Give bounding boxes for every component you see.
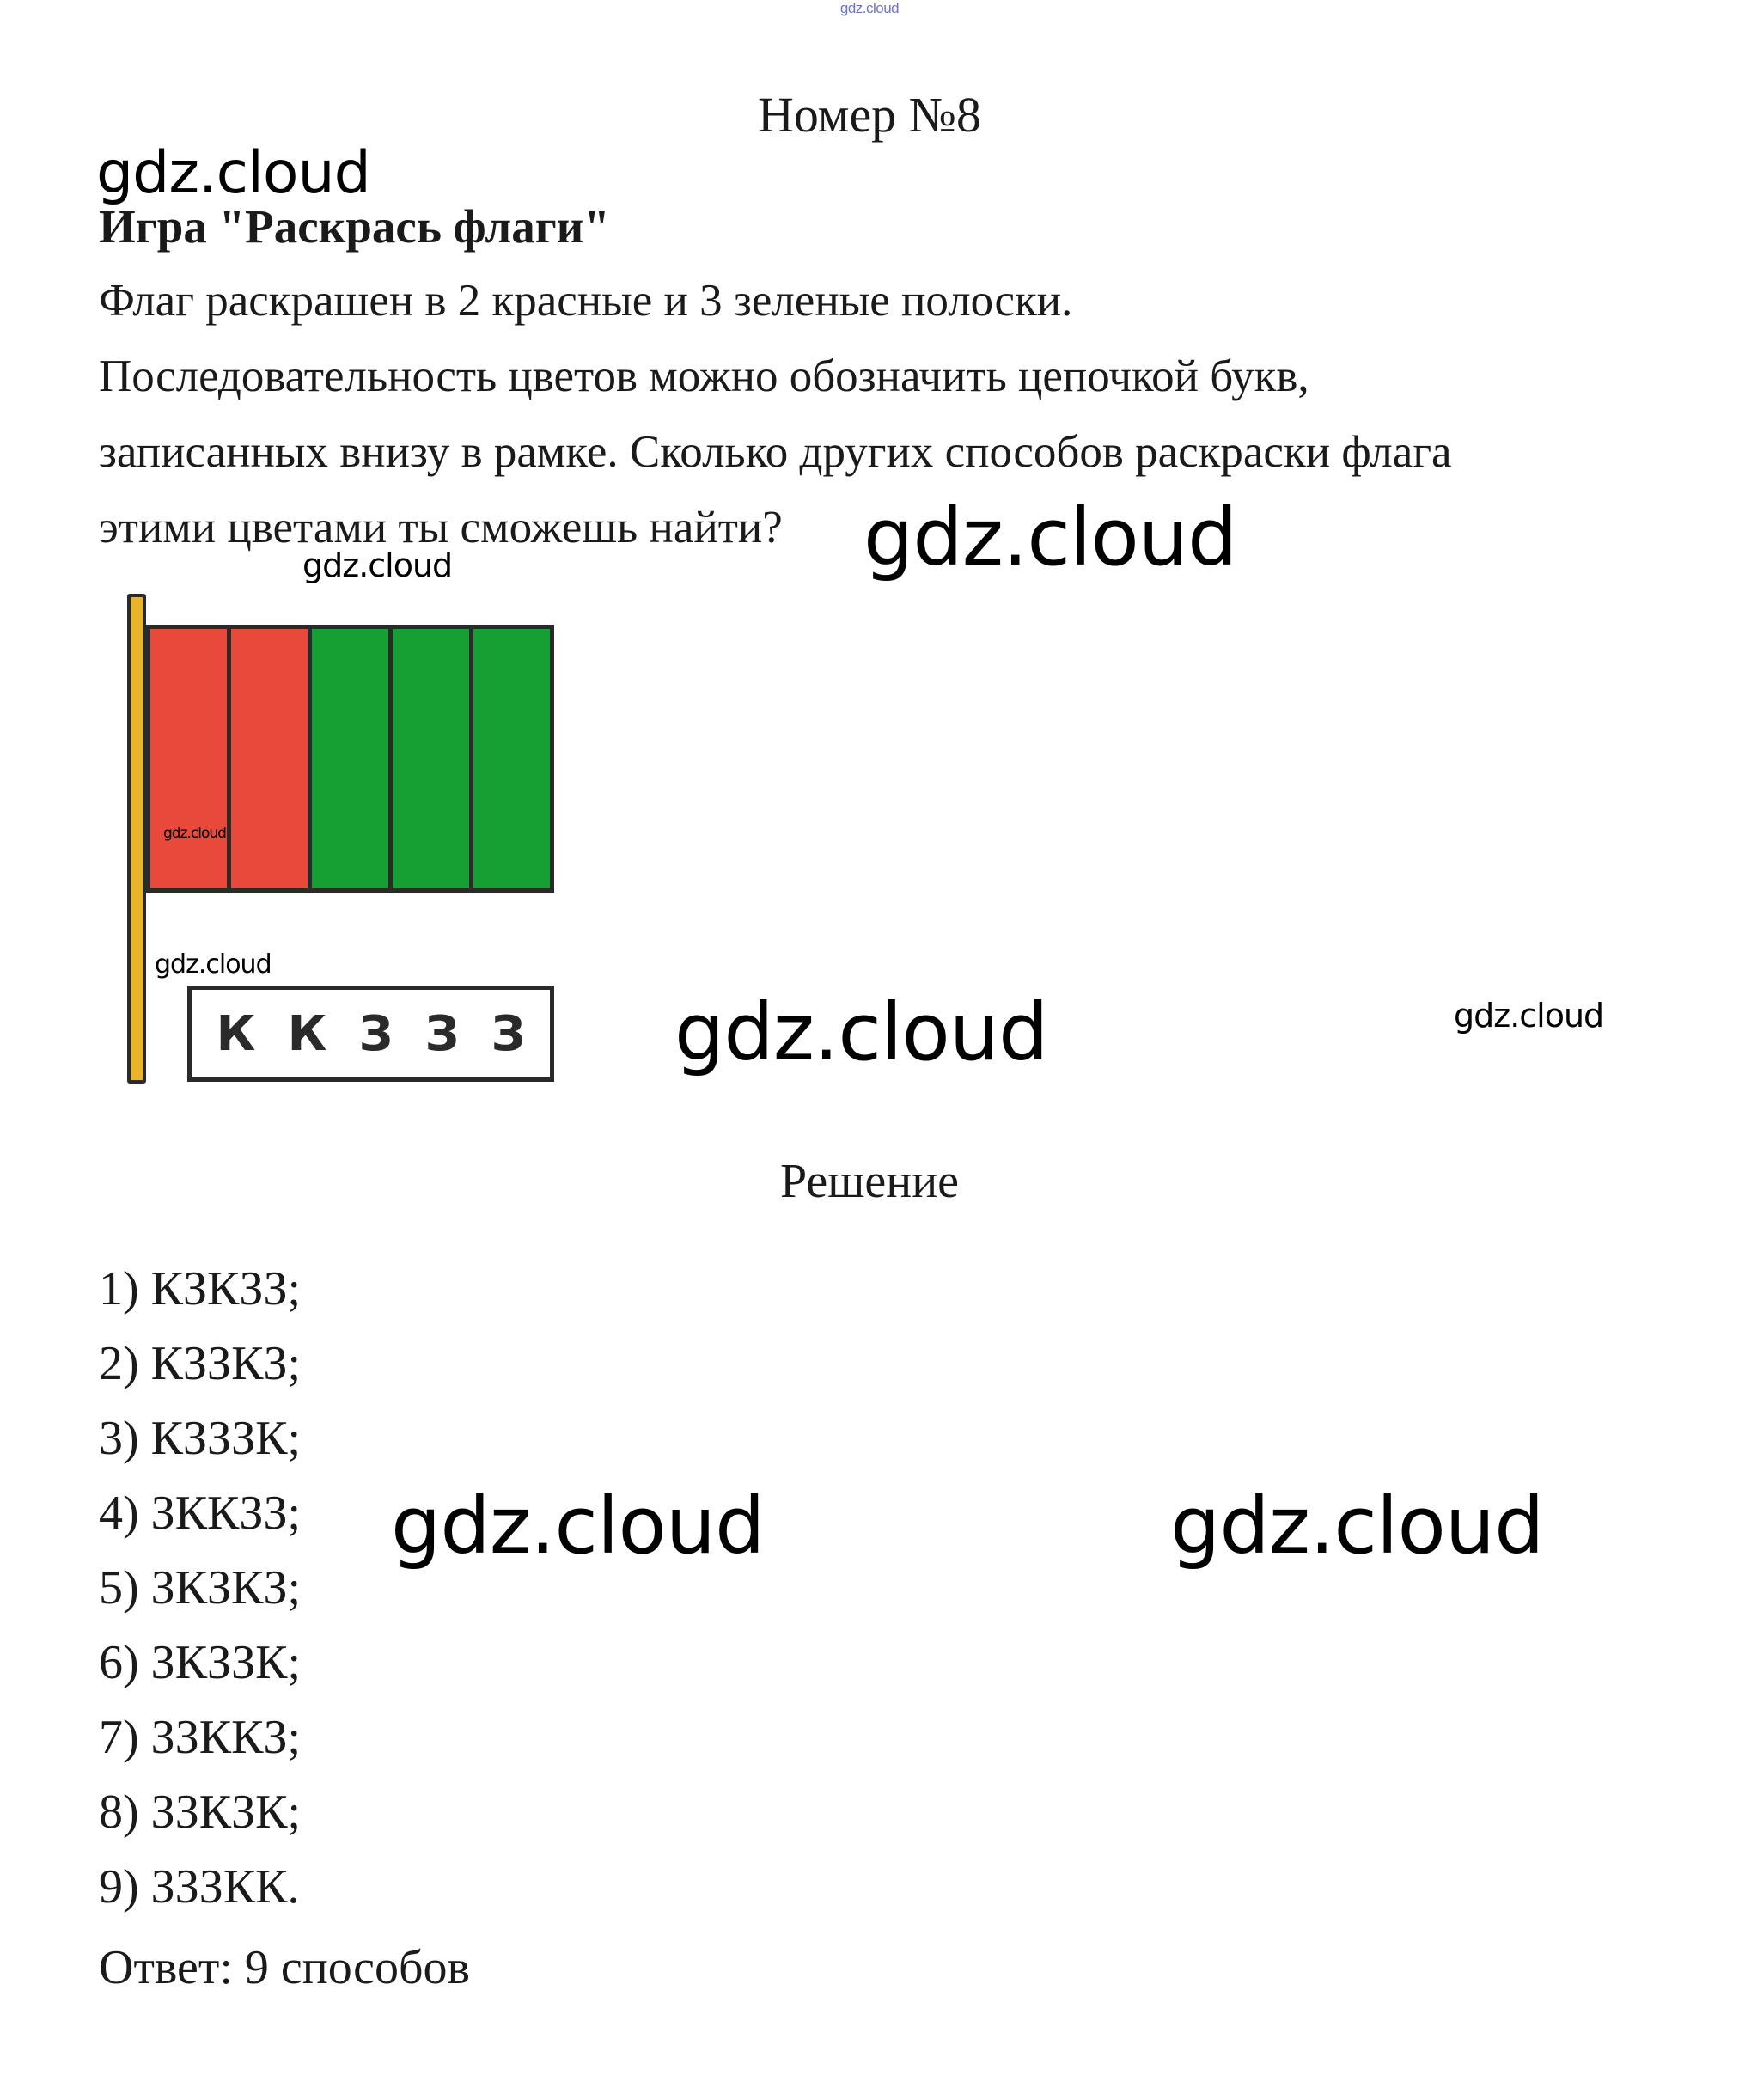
solution-item: 3) КЗЗЗК; (99, 1412, 302, 1465)
flag-pole (127, 594, 146, 1084)
flag-stripe (150, 629, 231, 888)
color-letter: К (216, 1005, 256, 1062)
task-text-line: записанных внизу в рамке. Сколько других способов раскраски флага (99, 427, 1452, 477)
watermark-logo: gdz.cloud (674, 986, 1048, 1078)
color-letter: З (358, 1005, 394, 1062)
solution-item: 8) ЗЗКЗК; (99, 1786, 302, 1839)
solution-item: 9) ЗЗЗКК. (99, 1860, 300, 1914)
final-answer: Ответ: 9 способов (99, 1941, 470, 1994)
flag-stripe (473, 629, 550, 888)
solution-item: 6) ЗКЗЗК; (99, 1636, 302, 1689)
watermark-logo: gdz.cloud (391, 1480, 765, 1572)
flag-stripe (312, 629, 393, 888)
watermark-logo: gdz.cloud (863, 491, 1237, 583)
top-watermark: gdz.cloud (839, 0, 900, 16)
solution-item: 7) ЗЗККЗ; (99, 1711, 302, 1764)
task-text-line: Последовательность цветов можно обозначить цепочкой букв, (99, 351, 1309, 401)
solution-item: 5) ЗКЗКЗ; (99, 1561, 302, 1615)
color-letter: З (491, 1005, 526, 1062)
solution-heading: Решение (779, 1155, 960, 1208)
flag-stripe (231, 629, 312, 888)
solution-item: 2) КЗЗКЗ; (99, 1337, 302, 1390)
color-letter: З (424, 1005, 460, 1062)
watermark-logo: gdz.cloud (1454, 997, 1604, 1035)
solution-item: 4) ЗККЗЗ; (99, 1486, 302, 1540)
watermark-logo: gdz.cloud (155, 949, 272, 980)
watermark-logo: gdz.cloud (96, 139, 370, 207)
solution-item: 1) КЗКЗЗ; (99, 1262, 302, 1316)
watermark-logo: gdz.cloud (302, 546, 453, 584)
watermark-logo: gdz.cloud (163, 825, 226, 842)
flag (146, 625, 554, 893)
task-text-line: этими цветами ты сможешь найти? (99, 503, 783, 552)
task-text-line: Флаг раскрашен в 2 красные и 3 зеленые полоски. (99, 276, 1073, 326)
flag-stripe (393, 629, 473, 888)
task-title: Игра "Раскрась флаги" (99, 200, 610, 253)
page-title: Номер №8 (757, 87, 982, 143)
watermark-logo: gdz.cloud (1170, 1480, 1544, 1572)
color-letter: К (287, 1005, 327, 1062)
color-letters-box (187, 986, 554, 1082)
